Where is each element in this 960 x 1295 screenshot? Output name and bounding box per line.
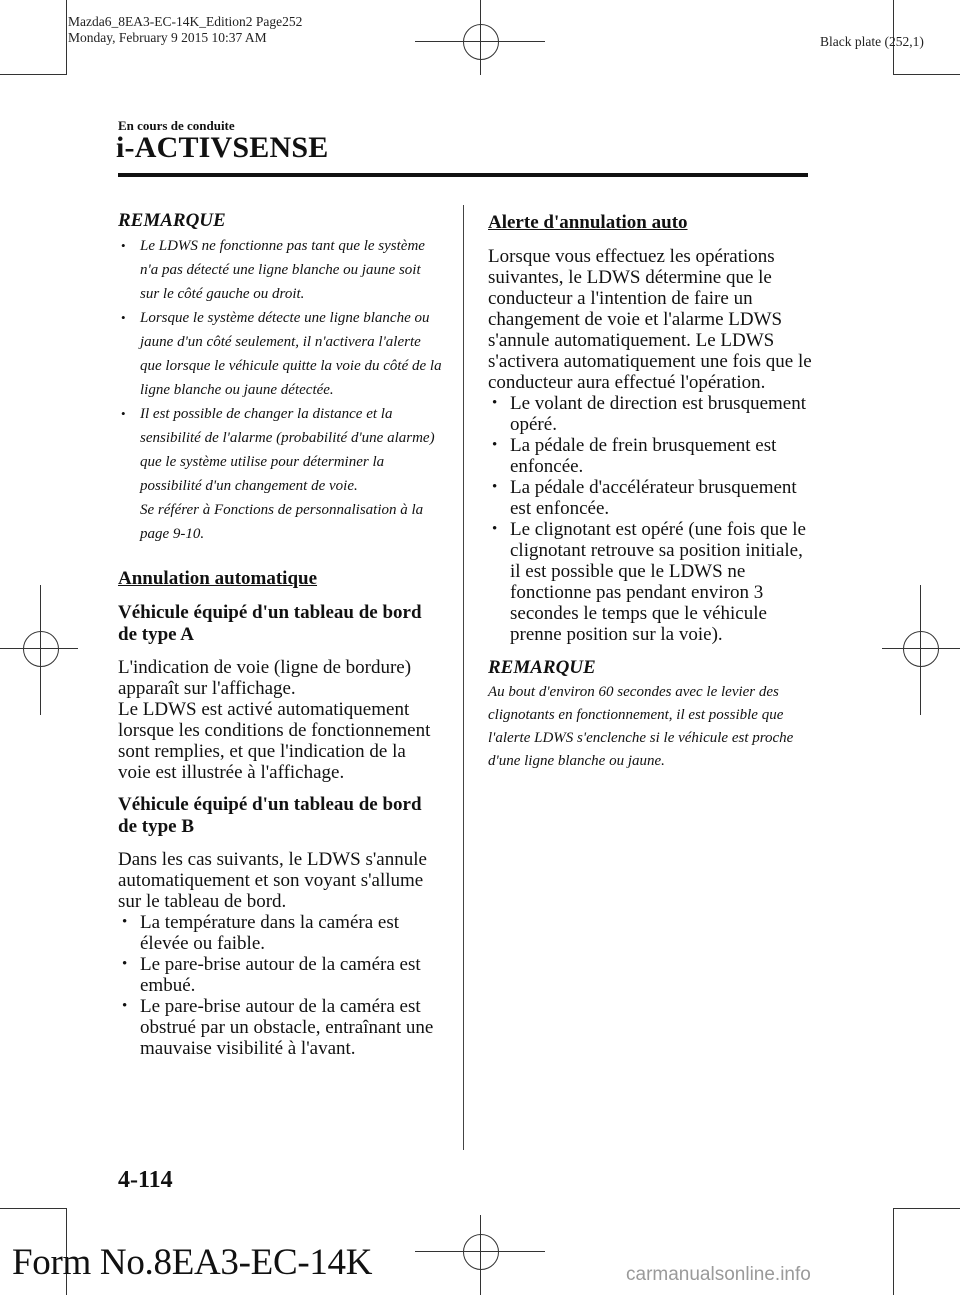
operations-list	[488, 393, 813, 645]
section-label: En cours de conduite	[118, 118, 235, 133]
type-a-heading: Véhicule équipé d'un tableau de bord de type A	[118, 602, 422, 645]
type-a-text: L'indication de voie (ligne de bordure) apparaît sur l'affichage. Le LDWS est activé automatiquement lorsque les conditions de fonctionnement sont remplies, et que l'indication de la voie est illustrée à l'affichage.	[118, 657, 431, 783]
bullet-icon: •	[492, 521, 498, 537]
plate-label: Black plate (252,1)	[820, 34, 924, 49]
list-item: • Le pare-brise autour de la caméra est embué.	[122, 954, 421, 996]
note-list	[118, 234, 443, 546]
left-column	[118, 210, 443, 1071]
right-column	[488, 212, 813, 773]
print-meta	[68, 14, 302, 46]
bullet-icon: •	[492, 437, 498, 453]
cancel-heading: Annulation automatique	[118, 568, 318, 589]
note-text: Au bout d'environ 60 secondes avec le levier des clignotants en fonctionnement, il est possible que l'alerte LDWS s'enclenche si le véhicule est proche d'une ligne blanche ou jaune.	[488, 684, 794, 769]
note-heading: REMARQUE	[118, 210, 226, 231]
bullet-icon: •	[121, 310, 126, 325]
list-item: • La pédale d'accélérateur brusquement est enfoncée.	[492, 477, 797, 519]
form-number: Form No.8EA3-EC-14K	[12, 1242, 373, 1283]
list-item: • Le volant de direction est brusquement opéré.	[492, 393, 806, 435]
type-b-heading: Véhicule équipé d'un tableau de bord de type B	[118, 794, 422, 837]
bullet-icon: •	[121, 238, 126, 253]
note-heading: REMARQUE	[488, 657, 596, 678]
auto-cancel-alert-heading: Alerte d'annulation auto	[488, 212, 688, 233]
bullet-icon: •	[492, 479, 498, 495]
title-rule	[118, 173, 808, 177]
type-b-list	[118, 912, 443, 1059]
bullet-icon: •	[122, 998, 128, 1014]
bullet-icon: •	[122, 956, 128, 972]
page-number: 4-114	[118, 1167, 173, 1193]
auto-cancel-text: Lorsque vous effectuez les opérations suivantes, le LDWS détermine que le conducteur a l'intention de faire un changement de voie et l'alarme LDWS s'annule automatiquement. Le LDWS s'activera automatiquement une fois que le conducteur aura effectué l'opération.	[488, 246, 812, 393]
list-item: • La température dans la caméra est élevée ou faible.	[122, 912, 399, 954]
bullet-icon: •	[492, 395, 498, 411]
list-item: • Le clignotant est opéré (une fois que le clignotant retrouve sa position initiale, il est possible que le LDWS ne fonctionne pas pendant environ 3 secondes le temps que le véhicule prenne position sur la voie).	[492, 519, 806, 645]
bullet-icon: •	[121, 406, 126, 421]
note-item: • Le LDWS ne fonctionne pas tant que le système n'a pas détecté une ligne blanche ou jaune soit sur le côté gauche ou droit.	[118, 234, 443, 306]
note-item: • Lorsque le système détecte une ligne blanche ou jaune d'un côté seulement, il n'activera l'alerte que lorsque le véhicule quitte la voie du côté de la ligne blanche ou jaune détectée.	[118, 306, 443, 402]
file-line: Mazda6_8EA3-EC-14K_Edition2 Page252	[68, 14, 303, 29]
list-item: • La pédale de frein brusquement est enfoncée.	[492, 435, 777, 477]
column-divider	[463, 205, 464, 1150]
page-title: i-ACTIVSENSE	[116, 131, 329, 164]
watermark: carmanualsonline.info	[626, 1264, 811, 1285]
note-item: • Il est possible de changer la distance et la sensibilité de l'alarme (probabilité d'une alarme) que le système utilise pour déterminer la possibilité d'un changement de voie. Se référer à Fonctions de personnalisation à la page 9-10.	[118, 402, 443, 546]
list-item: • Le pare-brise autour de la caméra est obstrué par un obstacle, entraînant une mauvaise visibilité à l'avant.	[122, 996, 434, 1059]
date-line: Monday, February 9 2015 10:37 AM	[68, 30, 267, 45]
bullet-icon: •	[122, 914, 128, 930]
page-reference: Se référer à Fonctions de personnalisation à la page 9-10.	[140, 502, 424, 542]
type-b-text: Dans les cas suivants, le LDWS s'annule automatiquement et son voyant s'allume sur le tableau de bord.	[118, 849, 427, 912]
